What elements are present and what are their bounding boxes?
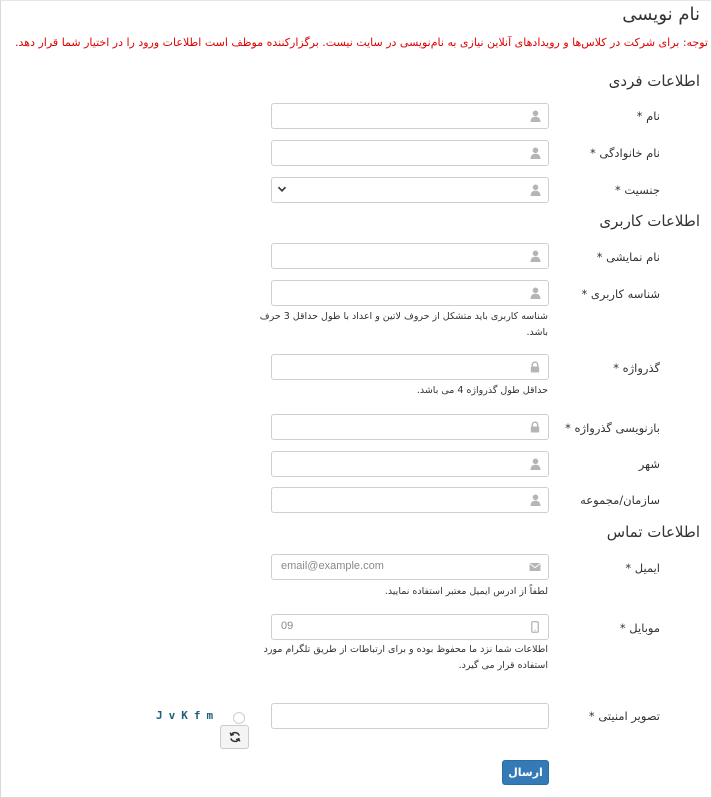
mobile-icon xyxy=(529,621,541,633)
gender-select[interactable] xyxy=(271,177,549,203)
lock-icon xyxy=(529,421,541,433)
submit-button[interactable]: ارسال xyxy=(502,760,549,785)
section-account-info: اطلاعات کاربری xyxy=(599,212,700,230)
username-input[interactable] xyxy=(271,280,549,306)
mobile-input[interactable] xyxy=(271,614,549,640)
city-label: شهر xyxy=(638,457,660,471)
captcha-image-text: JvKfm xyxy=(156,709,220,722)
email-input[interactable] xyxy=(271,554,549,580)
first-name-label: نام * xyxy=(636,109,660,123)
captcha-refresh-button[interactable] xyxy=(220,725,249,749)
section-contact-info: اطلاعات تماس xyxy=(606,523,700,541)
password-confirm-input[interactable] xyxy=(271,414,549,440)
user-icon xyxy=(529,287,541,299)
display-name-input[interactable] xyxy=(271,243,549,269)
display-name-label: نام نمایشی * xyxy=(596,250,660,264)
mobile-help-text: اطلاعات شما نزد ما محفوظ بوده و برای ارتباطات از طریق تلگرام مورد استفاده قرار می گیرد. xyxy=(263,644,548,671)
organization-label: سازمان/مجموعه xyxy=(580,493,660,507)
refresh-icon xyxy=(229,731,241,743)
organization-input[interactable] xyxy=(271,487,549,513)
captcha-label: تصویر امنیتی * xyxy=(588,709,660,723)
mobile-label: موبایل * xyxy=(619,621,660,635)
last-name-label: نام خانوادگی * xyxy=(589,146,660,160)
user-icon xyxy=(529,110,541,122)
user-icon xyxy=(529,147,541,159)
notice-text: توجه: برای شرکت در کلاس‌ها و رویدادهای آنلاین نیازی به نام‌نویسی در سایت نیست. برگزارکننده موظف است اطلاعات ورود را در اختیار شما قرار دهد. xyxy=(15,36,708,49)
user-icon xyxy=(529,494,541,506)
username-label: شناسه کاربری * xyxy=(581,287,660,301)
email-label: ایمیل * xyxy=(625,561,660,575)
username-help-text: شناسه کاربری باید متشکل از حروف لاتین و اعداد با طول حداقل 3 حرف باشد. xyxy=(259,311,548,338)
user-icon xyxy=(529,458,541,470)
mobile-placeholder: 09 xyxy=(281,620,294,632)
password-confirm-label: بازنویسی گذرواژه * xyxy=(565,421,660,435)
user-icon xyxy=(529,184,541,196)
password-help-text: حداقل طول گذرواژه 4 می باشد. xyxy=(416,385,548,396)
page-title: نام نویسی xyxy=(622,4,700,25)
lock-icon xyxy=(529,361,541,373)
email-help-text: لطفاً از ادرس ایمیل معتبر استفاده نمایید. xyxy=(384,586,548,597)
envelope-icon xyxy=(529,561,541,573)
password-label: گذرواژه * xyxy=(613,361,660,375)
email-placeholder: email@example.com xyxy=(281,560,384,572)
city-input[interactable] xyxy=(271,451,549,477)
password-input[interactable] xyxy=(271,354,549,380)
first-name-input[interactable] xyxy=(271,103,549,129)
last-name-input[interactable] xyxy=(271,140,549,166)
user-icon xyxy=(529,250,541,262)
captcha-noise-icon xyxy=(230,708,248,726)
captcha-input[interactable] xyxy=(271,703,549,729)
section-personal-info: اطلاعات فردی xyxy=(608,72,700,90)
gender-label: جنسیت * xyxy=(614,183,660,197)
chevron-down-icon xyxy=(277,184,287,194)
